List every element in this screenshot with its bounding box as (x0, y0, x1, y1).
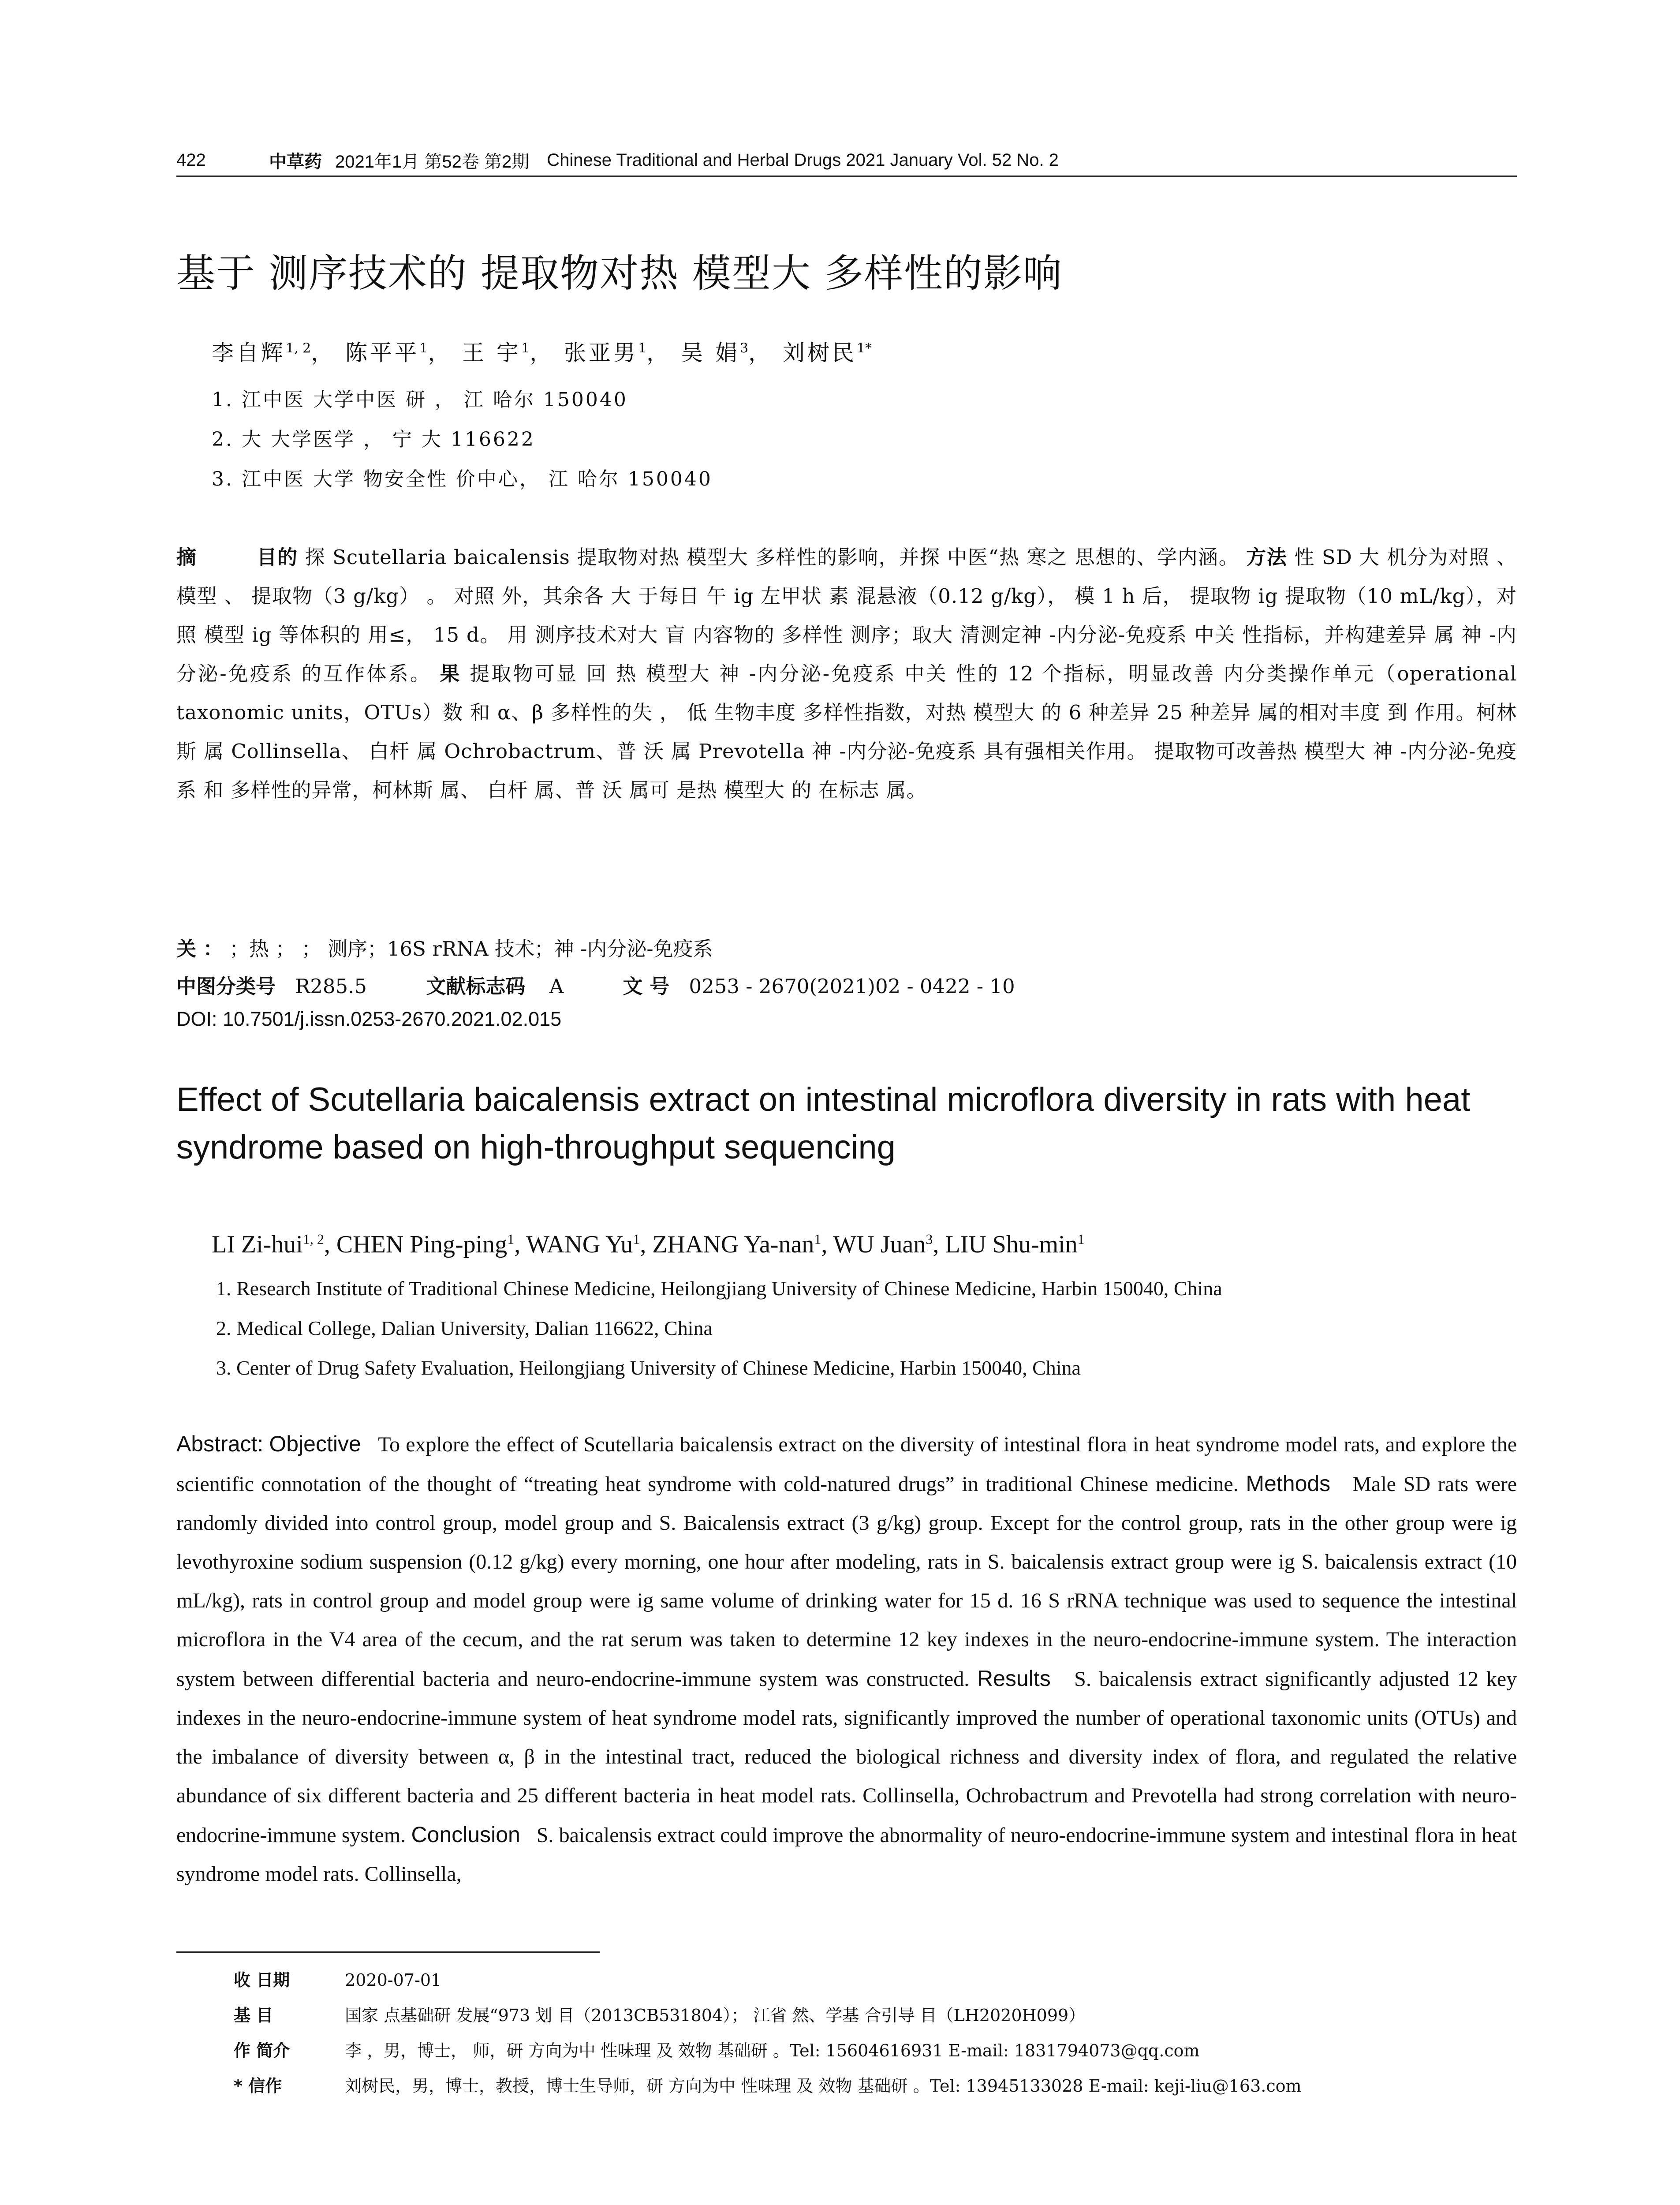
footnote-text: 刘树民，男，博士，教授，博士生导师，研 方向为中 性味理 及 效物 基础研 。Tel: 13945133028 E-mail: keji-liu@163.com (345, 2076, 1302, 2096)
affiliation-en: 1. Research Institute of Traditional Chinese Medicine, Heilongjiang University of Chinese Medicine, Harbin 150040, China (216, 1277, 1222, 1300)
author-cn: 刘树民$^{1*}$ (782, 340, 872, 366)
conclusion-text-en: S. baicalensis extract could improve the abnormality of neuro-endocrine-immune system and intestinal flora in heat syndrome model rats. Collinsella, (176, 1824, 1517, 1886)
footnote-label: 作 简介 (234, 2041, 290, 2060)
affiliation-en: 2. Medical College, Dalian University, Dalian 116622, China (216, 1317, 713, 1339)
affiliation-cn: 3. 江中医 大学 物安全性 价中心， 江 哈尔 150040 (212, 468, 713, 490)
classification-line (176, 970, 1015, 999)
authors-en: LI Zi-hui$^{1, 2}$, CHEN Ping-ping$^1$, WANG Yu$^1$, ZHANG Ya-nan$^1$, WU Juan$^3$, LIU Shu-$\min^1$ (212, 1231, 1085, 1258)
results-text-en: S. baicalensis extract significantly adjusted 12 key indexes in the neuro-endocrine-immune system of heat syndrome model rats, significantly improved the number of operational taxonomic units (OTUs) and the imbalance of diversity between α, β in the intestinal tract, reduced the biological richness and diversity index of flora, and regulated the relative abundance of six different bacteria and 25 different bacteria in heat model rats. Collinsella, Ochrobactrum and Prevotella had strong correlation with neuro-endocrine-immune system. (176, 1667, 1517, 1847)
objective-label-cn: 目的 (257, 546, 298, 569)
author-en: WU Juan$^3$ (833, 1231, 933, 1258)
footnote-corresponding (234, 2068, 1517, 2104)
running-header (176, 145, 1517, 177)
keywords-cn (176, 933, 713, 961)
author-cn: 张亚男$^1$ (564, 340, 647, 366)
clc-value: R285.5 (295, 975, 367, 998)
issue-en: Chinese Traditional and Herbal Drugs 2021 January Vol. 52 No. 2 (547, 150, 1059, 170)
affiliation-cn: 1. 江中医 大学中医 研 ， 江 哈尔 150040 (212, 389, 628, 411)
author-cn: 李自辉$^{1, 2}$ (212, 340, 311, 366)
title-en: Effect of Scutellaria baicalensis extract on intestinal microflora diversity in rats with heat syndrome based on high-throughput sequencing (176, 1081, 1471, 1166)
abstract-label-cn: 摘 (176, 546, 197, 569)
issue-cn: 2021年1月 第52卷 第2期 (335, 152, 530, 172)
results-label-en: Results (977, 1666, 1051, 1691)
conclusion-label-en: Conclusion (411, 1822, 520, 1847)
footnotes (234, 1962, 1517, 2104)
methods-text-cn: 性 SD 大 机分为对照 、模型 、 提取物（3 g/kg） 。 对照 外，其余各 大 于每日 午 ig 左甲状 素 混悬液（0.12 g/kg）， 模 1 h 后， 提取物 ig 提取物（10 mL/kg），对照 模型 ig 等体积的 用≤， 15 d。 用 测序技术对大 盲 内容物的 多样性 测序；取大 清测定神 -内分泌-免疫系 中关 性指标，并构建差异 属 神 -内分泌-免疫系 的互作体系。 (176, 546, 1517, 685)
author-en: WANG Yu$^1$ (526, 1231, 640, 1258)
affiliation-cn: 2. 大 大学医学 ， 宁 大 116622 (212, 428, 535, 451)
author-en: CHEN Ping-ping$^1$ (336, 1231, 515, 1258)
doc-code-label: 文献标志码 (426, 975, 526, 998)
conclusion-text-cn: 提取物可改善热 模型大 神 -内分泌-免疫系 和 多样性的异常，柯林斯 属、 白杆 属、普 沃 属可 是热 模型大 的 在标志 属。 (176, 740, 1517, 802)
footnote-text: 2020-07-01 (345, 1970, 442, 1990)
footnote-label: 基 目 (234, 2006, 273, 2025)
author-cn: 王 宇$^1$ (462, 340, 530, 366)
footnote-label: * 信作 (234, 2076, 282, 2096)
page-number: 422 (176, 150, 206, 170)
objective-label-en: Objective (269, 1431, 361, 1456)
doi: DOI: 10.7501/j.issn.0253-2670.2021.02.015 (176, 1008, 562, 1030)
affiliation-en: 3. Center of Drug Safety Evaluation, Heilongjiang University of Chinese Medicine, Harbin 150040, China (216, 1357, 1081, 1379)
abstract-en (176, 1424, 1517, 1894)
methods-text-en: Male SD rats were randomly divided into control group, model group and S. Baicalensis extract (3 g/kg) group. Except for the control group, rats in the other group were ig levothyroxine sodium suspension (0.12 g/kg) every morning, one hour after modeling, rats in S. baicalensis extract group were ig S. baicalensis extract (10 mL/kg), rats in control group and model group were ig same volume of drinking water for 15 d. 16 S rRNA technique was used to sequence the intestinal microflora in the V4 area of the cecum, and the rat serum was taken to determine 12 key indexes in the neuro-endocrine-immune system. The interaction system between differential bacteria and neuro-endocrine-immune system was constructed. (176, 1472, 1517, 1691)
methods-label-cn: 方法 (1246, 546, 1288, 569)
objective-text-cn: 探 Scutellaria baicalensis 提取物对热 模型大 多样性的影响，并探 中医“热 寒之 思想的、学内涵。 (305, 546, 1239, 569)
footnote-author-bio (234, 2033, 1517, 2068)
footnote-funding (234, 1998, 1517, 2033)
clc-label: 中图分类号 (176, 975, 276, 998)
results-label-cn: 果 (440, 662, 462, 685)
author-en: ZHANG Ya-nan$^1$ (652, 1231, 821, 1258)
footnote-text: 李 ，男，博士， 师，研 方向为中 性味理 及 效物 基础研 。Tel: 15604616931 E-mail: 1831794073@qq.com (345, 2041, 1200, 2060)
author-en: LI Zi-hui$^{1, 2}$ (212, 1231, 324, 1258)
footnote-label: 收 日期 (234, 1970, 290, 1990)
article-no-label: 文 号 (623, 975, 670, 998)
author-en: LIU Shu-$\min^1$ (945, 1231, 1085, 1258)
abstract-label-en: Abstract: (176, 1431, 264, 1456)
footnote-divider (176, 1951, 600, 1953)
results-text-cn: 提取物可显 回 热 模型大 神 -内分泌-免疫系 中关 性的 12 个指标，明显改善 内分类操作单元（operational taxonomic units，OTUs）数 和 α、β 多样性的失 ， 低 生物丰度 多样性指数，对热 模型大 的 6 种差异 25 种差异 属的相对丰度 到 作用。柯林斯 属 Collinsella、 白杆 属 Ochrobactrum、普 沃 属 Prevotella 神 -内分泌-免疫系 具有强相关作用。 (176, 662, 1517, 763)
keywords-text-cn: ；热 ； ； 测序；16S rRNA 技术；神 -内分泌-免疫系 (229, 937, 713, 960)
doc-code-value: A (549, 975, 564, 998)
author-cn: 陈平平$^1$ (345, 340, 428, 366)
footnote-received (234, 1962, 1517, 1998)
objective-text-en: To explore the effect of Scutellaria baicalensis extract on the diversity of intestinal flora in heat syndrome model rats, and explore the scientific connotation of the thought of “treating heat syndrome with cold-natured drugs” in traditional Chinese medicine. (176, 1433, 1517, 1496)
author-cn: 吴 娟$^3$ (681, 340, 749, 366)
journal-name-cn: 中草药 (269, 151, 322, 172)
abstract-cn (176, 538, 1517, 810)
authors-cn: 李自辉$^{1, 2}$， 陈平平$^1$， 王 宇$^1$， 张亚男$^1$， 吴 娟$^3$， 刘树民$^{1*}$ (212, 340, 872, 366)
keywords-label-cn: 关 ： (176, 937, 223, 960)
methods-label-en: Methods (1246, 1471, 1331, 1496)
title-cn: 基于 测序技术的 提取物对热 模型大 多样性的影响 (176, 250, 1063, 296)
footnote-text: 国家 点基础研 发展“973 划 目（2013CB531804）； 江省 然、学基 合引导 目（LH2020H099） (345, 2006, 1086, 2025)
article-no-value: 0253 - 2670(2021)02 - 0422 - 10 (689, 975, 1015, 998)
